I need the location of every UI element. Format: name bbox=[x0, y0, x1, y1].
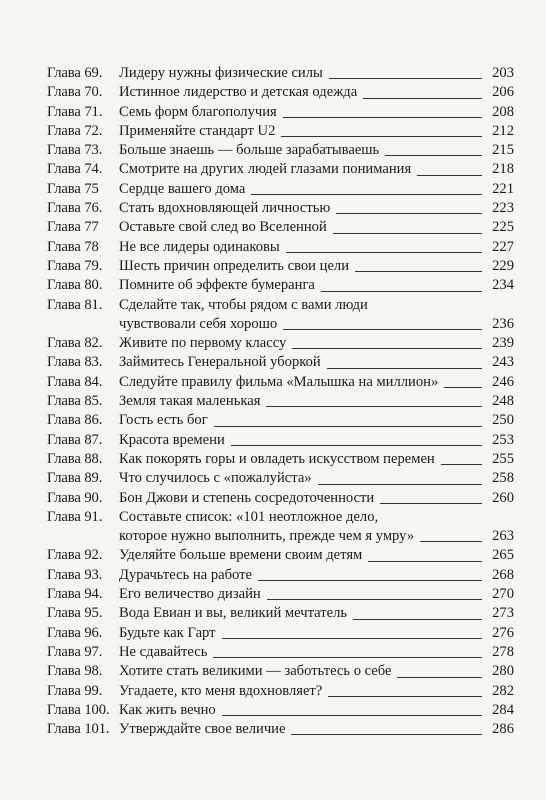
chapter-title-block bbox=[119, 701, 514, 720]
chapter-title: Уделяйте больше времени своим детям bbox=[119, 547, 363, 564]
chapter-number: Глава 83. bbox=[47, 354, 103, 371]
chapter-title-line bbox=[119, 276, 514, 295]
chapter-title-line bbox=[119, 469, 514, 488]
leader-line bbox=[283, 117, 482, 118]
chapter-title: Сердце вашего дома bbox=[119, 180, 246, 197]
chapter-title-block bbox=[119, 276, 514, 295]
chapter-title-continuation: которое нужно выполнить, прежде чем я умру» bbox=[119, 528, 415, 545]
chapter-number: Глава 85. bbox=[47, 393, 103, 410]
chapter-number: Глава 75 bbox=[47, 180, 99, 197]
chapter-title-line bbox=[119, 199, 514, 218]
toc-entry bbox=[47, 392, 514, 411]
chapter-number: Глава 88. bbox=[47, 450, 103, 467]
leader-line bbox=[444, 387, 482, 388]
chapter-number: Глава 89. bbox=[47, 470, 103, 487]
chapter-title: Сделайте так, чтобы рядом с вами люди bbox=[119, 296, 368, 313]
chapter-title: Угадаете, кто меня вдохновляет? bbox=[119, 682, 323, 699]
page-number: 203 bbox=[492, 65, 514, 81]
chapter-number: Глава 87. bbox=[47, 431, 103, 448]
chapter-number: Глава 79. bbox=[47, 257, 103, 274]
chapter-title: Его величество дизайн bbox=[119, 586, 261, 603]
chapter-title-line bbox=[119, 334, 514, 353]
leader-line bbox=[258, 580, 482, 581]
chapter-number: Глава 97. bbox=[47, 643, 103, 660]
leader-line bbox=[286, 252, 482, 253]
leader-line bbox=[292, 348, 482, 349]
chapter-title-block bbox=[119, 296, 514, 335]
toc-entry bbox=[47, 238, 514, 257]
leader-line bbox=[266, 406, 482, 407]
chapter-title-line bbox=[119, 527, 514, 546]
chapter-title-line bbox=[119, 64, 514, 83]
chapter-number: Глава 81. bbox=[47, 296, 103, 313]
leader-line bbox=[328, 696, 482, 697]
toc-entry bbox=[47, 469, 514, 488]
leader-line bbox=[368, 561, 482, 562]
page-number: 206 bbox=[492, 84, 514, 101]
chapter-title: Утверждайте свое величие bbox=[119, 721, 286, 738]
page-number: 246 bbox=[492, 373, 514, 390]
chapter-title-continuation: чувствовали себя хорошо bbox=[119, 315, 278, 332]
chapter-number: Глава 86. bbox=[47, 412, 103, 429]
chapter-number: Глава 80. bbox=[47, 277, 103, 294]
page-number: 270 bbox=[492, 586, 514, 603]
chapter-title-line bbox=[119, 103, 514, 122]
chapter-title-line bbox=[119, 122, 514, 141]
chapter-number: Глава 92. bbox=[47, 547, 103, 564]
chapter-title-block bbox=[119, 160, 514, 179]
page-number: 280 bbox=[492, 663, 514, 680]
leader-line bbox=[385, 155, 482, 156]
leader-line bbox=[380, 503, 482, 504]
chapter-title-line bbox=[119, 720, 514, 739]
chapter-title-block bbox=[119, 218, 514, 237]
leader-line bbox=[214, 426, 482, 427]
toc-entry bbox=[47, 373, 514, 392]
leader-line bbox=[353, 619, 482, 620]
leader-line bbox=[327, 368, 482, 369]
page-number: 243 bbox=[492, 354, 514, 371]
chapter-title: Больше знаешь — больше зарабатываешь bbox=[119, 142, 380, 159]
chapter-number: Глава 76. bbox=[47, 200, 103, 217]
leader-line bbox=[281, 136, 482, 137]
chapter-title-line bbox=[119, 624, 514, 643]
chapter-number: Глава 74. bbox=[47, 161, 103, 178]
toc-entry bbox=[47, 411, 514, 430]
leader-line bbox=[355, 271, 482, 272]
chapter-title-line bbox=[119, 489, 514, 508]
page-number: 273 bbox=[492, 605, 514, 622]
chapter-title: Лидеру нужны физические силы bbox=[119, 65, 323, 81]
chapter-title-line bbox=[119, 682, 514, 701]
toc-entry bbox=[47, 64, 514, 83]
toc-entry bbox=[47, 682, 514, 701]
chapter-title: Займитесь Генеральной уборкой bbox=[119, 354, 321, 371]
chapter-title: Оставьте свой след во Вселенной bbox=[119, 219, 327, 236]
chapter-title-block bbox=[119, 431, 514, 450]
chapter-title-line bbox=[119, 238, 514, 257]
chapter-title: Бон Джови и степень сосредоточенности bbox=[119, 489, 375, 506]
toc-entry bbox=[47, 546, 514, 565]
leader-line bbox=[213, 657, 482, 658]
leader-line bbox=[321, 291, 482, 292]
chapter-title-block bbox=[119, 238, 514, 257]
toc-entry bbox=[47, 103, 514, 122]
toc-entry bbox=[47, 624, 514, 643]
chapter-title: Хотите стать великими — заботьтесь о себе bbox=[119, 663, 392, 680]
page-number: 284 bbox=[492, 701, 514, 718]
chapter-title-block bbox=[119, 489, 514, 508]
chapter-number: Глава 77 bbox=[47, 219, 99, 236]
chapter-title-block bbox=[119, 469, 514, 488]
leader-line bbox=[267, 599, 482, 600]
chapter-title-block bbox=[119, 566, 514, 585]
chapter-title-block bbox=[119, 373, 514, 392]
page-number: 218 bbox=[492, 161, 514, 178]
chapter-title-line bbox=[119, 83, 514, 102]
chapter-title-block bbox=[119, 392, 514, 411]
page-number: 239 bbox=[492, 335, 514, 352]
leader-line bbox=[363, 98, 482, 99]
chapter-title-block bbox=[119, 334, 514, 353]
toc-entry bbox=[47, 257, 514, 276]
chapter-number: Глава 94. bbox=[47, 586, 103, 603]
page-number: 265 bbox=[492, 547, 514, 564]
chapter-title: Как покорять горы и овладеть искусством перемен bbox=[119, 450, 435, 467]
chapter-number: Глава 95. bbox=[47, 605, 103, 622]
chapter-title-line bbox=[119, 141, 514, 160]
chapter-title: Красота времени bbox=[119, 431, 225, 448]
chapter-title-line bbox=[119, 160, 514, 179]
chapter-title-block bbox=[119, 720, 514, 739]
chapter-title-block bbox=[119, 64, 514, 83]
chapter-number: Глава 101. bbox=[47, 721, 110, 738]
chapter-title-block bbox=[119, 103, 514, 122]
chapter-number: Глава 73. bbox=[47, 142, 103, 159]
leader-line bbox=[336, 213, 482, 214]
page-number: 260 bbox=[492, 489, 514, 506]
toc-entry bbox=[47, 431, 514, 450]
chapter-number: Глава 72. bbox=[47, 122, 103, 139]
chapter-title: Следуйте правилу фильма «Малышка на миллион» bbox=[119, 373, 439, 390]
chapter-title-block bbox=[119, 450, 514, 469]
page-number: 223 bbox=[492, 200, 514, 217]
chapter-title: Не сдавайтесь bbox=[119, 643, 208, 660]
chapter-title: Стать вдохновляющей личностью bbox=[119, 200, 331, 217]
toc-entry bbox=[47, 296, 514, 335]
chapter-title-block bbox=[119, 585, 514, 604]
chapter-title-line bbox=[119, 662, 514, 681]
chapter-title: Применяйте стандарт U2 bbox=[119, 122, 276, 139]
chapter-title-block bbox=[119, 662, 514, 681]
toc-entry bbox=[47, 276, 514, 295]
chapter-title-line bbox=[119, 373, 514, 392]
chapter-title: Смотрите на других людей глазами понимания bbox=[119, 161, 412, 178]
toc-entry bbox=[47, 489, 514, 508]
leader-line bbox=[222, 715, 482, 716]
leader-line bbox=[417, 175, 482, 176]
chapter-title: Помните об эффекте бумеранга bbox=[119, 277, 315, 294]
chapter-number: Глава 71. bbox=[47, 103, 103, 120]
chapter-title-line bbox=[119, 450, 514, 469]
chapter-title: Вода Евиан и вы, великий мечтатель bbox=[119, 605, 348, 622]
chapter-number: Глава 100. bbox=[47, 701, 110, 718]
chapter-number: Глава 98. bbox=[47, 663, 103, 680]
toc-entry bbox=[47, 720, 514, 739]
chapter-number: Глава 96. bbox=[47, 624, 103, 641]
page-number: 282 bbox=[492, 682, 514, 699]
chapter-title-line bbox=[119, 257, 514, 276]
toc-entry bbox=[47, 643, 514, 662]
chapter-title-block bbox=[119, 141, 514, 160]
chapter-title-block bbox=[119, 411, 514, 430]
page-number: 234 bbox=[492, 277, 514, 294]
toc-entry bbox=[47, 160, 514, 179]
chapter-title: Не все лидеры одинаковы bbox=[119, 238, 280, 255]
page-number: 215 bbox=[492, 142, 514, 159]
chapter-title-line bbox=[119, 566, 514, 585]
page-number: 278 bbox=[492, 643, 514, 660]
toc-entry bbox=[47, 122, 514, 141]
chapter-title-block bbox=[119, 353, 514, 372]
leader-line bbox=[441, 464, 482, 465]
page-number: 227 bbox=[492, 238, 514, 255]
chapter-title: Шесть причин определить свои цели bbox=[119, 257, 350, 274]
toc-entry bbox=[47, 141, 514, 160]
page-number: 212 bbox=[492, 122, 514, 139]
toc-entry bbox=[47, 83, 514, 102]
chapter-title-block bbox=[119, 682, 514, 701]
leader-line bbox=[251, 194, 482, 195]
chapter-title-block bbox=[119, 508, 514, 547]
chapter-title: Гость есть бог bbox=[119, 412, 208, 429]
leader-line bbox=[291, 734, 482, 735]
page-number: 263 bbox=[492, 528, 514, 545]
page-number: 208 bbox=[492, 103, 514, 120]
toc-entry bbox=[47, 334, 514, 353]
chapter-title: Истинное лидерство и детская одежда bbox=[119, 84, 358, 101]
leader-line bbox=[420, 541, 482, 542]
chapter-title-line bbox=[119, 218, 514, 237]
chapter-title-line bbox=[119, 585, 514, 604]
chapter-title-line bbox=[119, 643, 514, 662]
leader-line bbox=[397, 677, 482, 678]
table-of-contents bbox=[47, 64, 514, 739]
toc-entry bbox=[47, 604, 514, 623]
chapter-number: Глава 93. bbox=[47, 566, 103, 583]
page-number: 258 bbox=[492, 470, 514, 487]
chapter-number: Глава 84. bbox=[47, 373, 103, 390]
chapter-number: Глава 69. bbox=[47, 65, 103, 81]
chapter-title-line bbox=[119, 315, 514, 334]
chapter-title-block bbox=[119, 257, 514, 276]
chapter-title: Будьте как Гарт bbox=[119, 624, 216, 641]
chapter-title-block bbox=[119, 624, 514, 643]
chapter-title-block bbox=[119, 604, 514, 623]
chapter-title: Земля такая маленькая bbox=[119, 393, 261, 410]
chapter-number: Глава 70. bbox=[47, 84, 103, 101]
page-number: 229 bbox=[492, 257, 514, 274]
chapter-title-block bbox=[119, 180, 514, 199]
chapter-title: Что случилось с «пожалуйста» bbox=[119, 470, 312, 487]
chapter-title-line bbox=[119, 701, 514, 720]
chapter-title: Живите по первому классу bbox=[119, 335, 287, 352]
chapter-number: Глава 91. bbox=[47, 508, 103, 525]
page-number: 248 bbox=[492, 393, 514, 410]
chapter-number: Глава 90. bbox=[47, 489, 103, 506]
leader-line bbox=[318, 484, 482, 485]
page-number: 236 bbox=[492, 315, 514, 332]
page-number: 253 bbox=[492, 431, 514, 448]
page-number: 276 bbox=[492, 624, 514, 641]
toc-entry bbox=[47, 585, 514, 604]
chapter-title-line bbox=[119, 180, 514, 199]
toc-entry bbox=[47, 180, 514, 199]
chapter-title-line bbox=[119, 353, 514, 372]
chapter-number: Глава 78 bbox=[47, 238, 99, 255]
chapter-title-line bbox=[119, 604, 514, 623]
toc-entry bbox=[47, 701, 514, 720]
chapter-title-block bbox=[119, 199, 514, 218]
leader-line bbox=[329, 78, 482, 79]
chapter-title-line bbox=[119, 546, 514, 565]
page-number: 255 bbox=[492, 450, 514, 467]
chapter-title-line bbox=[119, 431, 514, 450]
toc-entry bbox=[47, 450, 514, 469]
leader-line bbox=[222, 638, 482, 639]
chapter-title-line bbox=[119, 411, 514, 430]
chapter-title-block bbox=[119, 643, 514, 662]
chapter-title: Как жить вечно bbox=[119, 701, 216, 718]
page-number: 268 bbox=[492, 566, 514, 583]
toc-entry bbox=[47, 508, 514, 547]
chapter-title-block bbox=[119, 83, 514, 102]
chapter-title-line bbox=[119, 392, 514, 411]
page-number: 286 bbox=[492, 721, 514, 738]
leader-line bbox=[283, 329, 482, 330]
chapter-number: Глава 99. bbox=[47, 682, 103, 699]
page-number: 225 bbox=[492, 219, 514, 236]
chapter-number: Глава 82. bbox=[47, 335, 103, 352]
chapter-title: Семь форм благополучия bbox=[119, 103, 277, 120]
leader-line bbox=[333, 233, 482, 234]
toc-entry bbox=[47, 353, 514, 372]
chapter-title: Дурачьтесь на работе bbox=[119, 566, 252, 583]
toc-entry bbox=[47, 218, 514, 237]
leader-line bbox=[231, 445, 482, 446]
toc-entry bbox=[47, 662, 514, 681]
page-number: 250 bbox=[492, 412, 514, 429]
page-number: 221 bbox=[492, 180, 514, 197]
chapter-title: Составьте список: «101 неотложное дело, bbox=[119, 508, 379, 525]
chapter-title-block bbox=[119, 122, 514, 141]
toc-entry bbox=[47, 199, 514, 218]
toc-entry bbox=[47, 566, 514, 585]
chapter-title-block bbox=[119, 546, 514, 565]
